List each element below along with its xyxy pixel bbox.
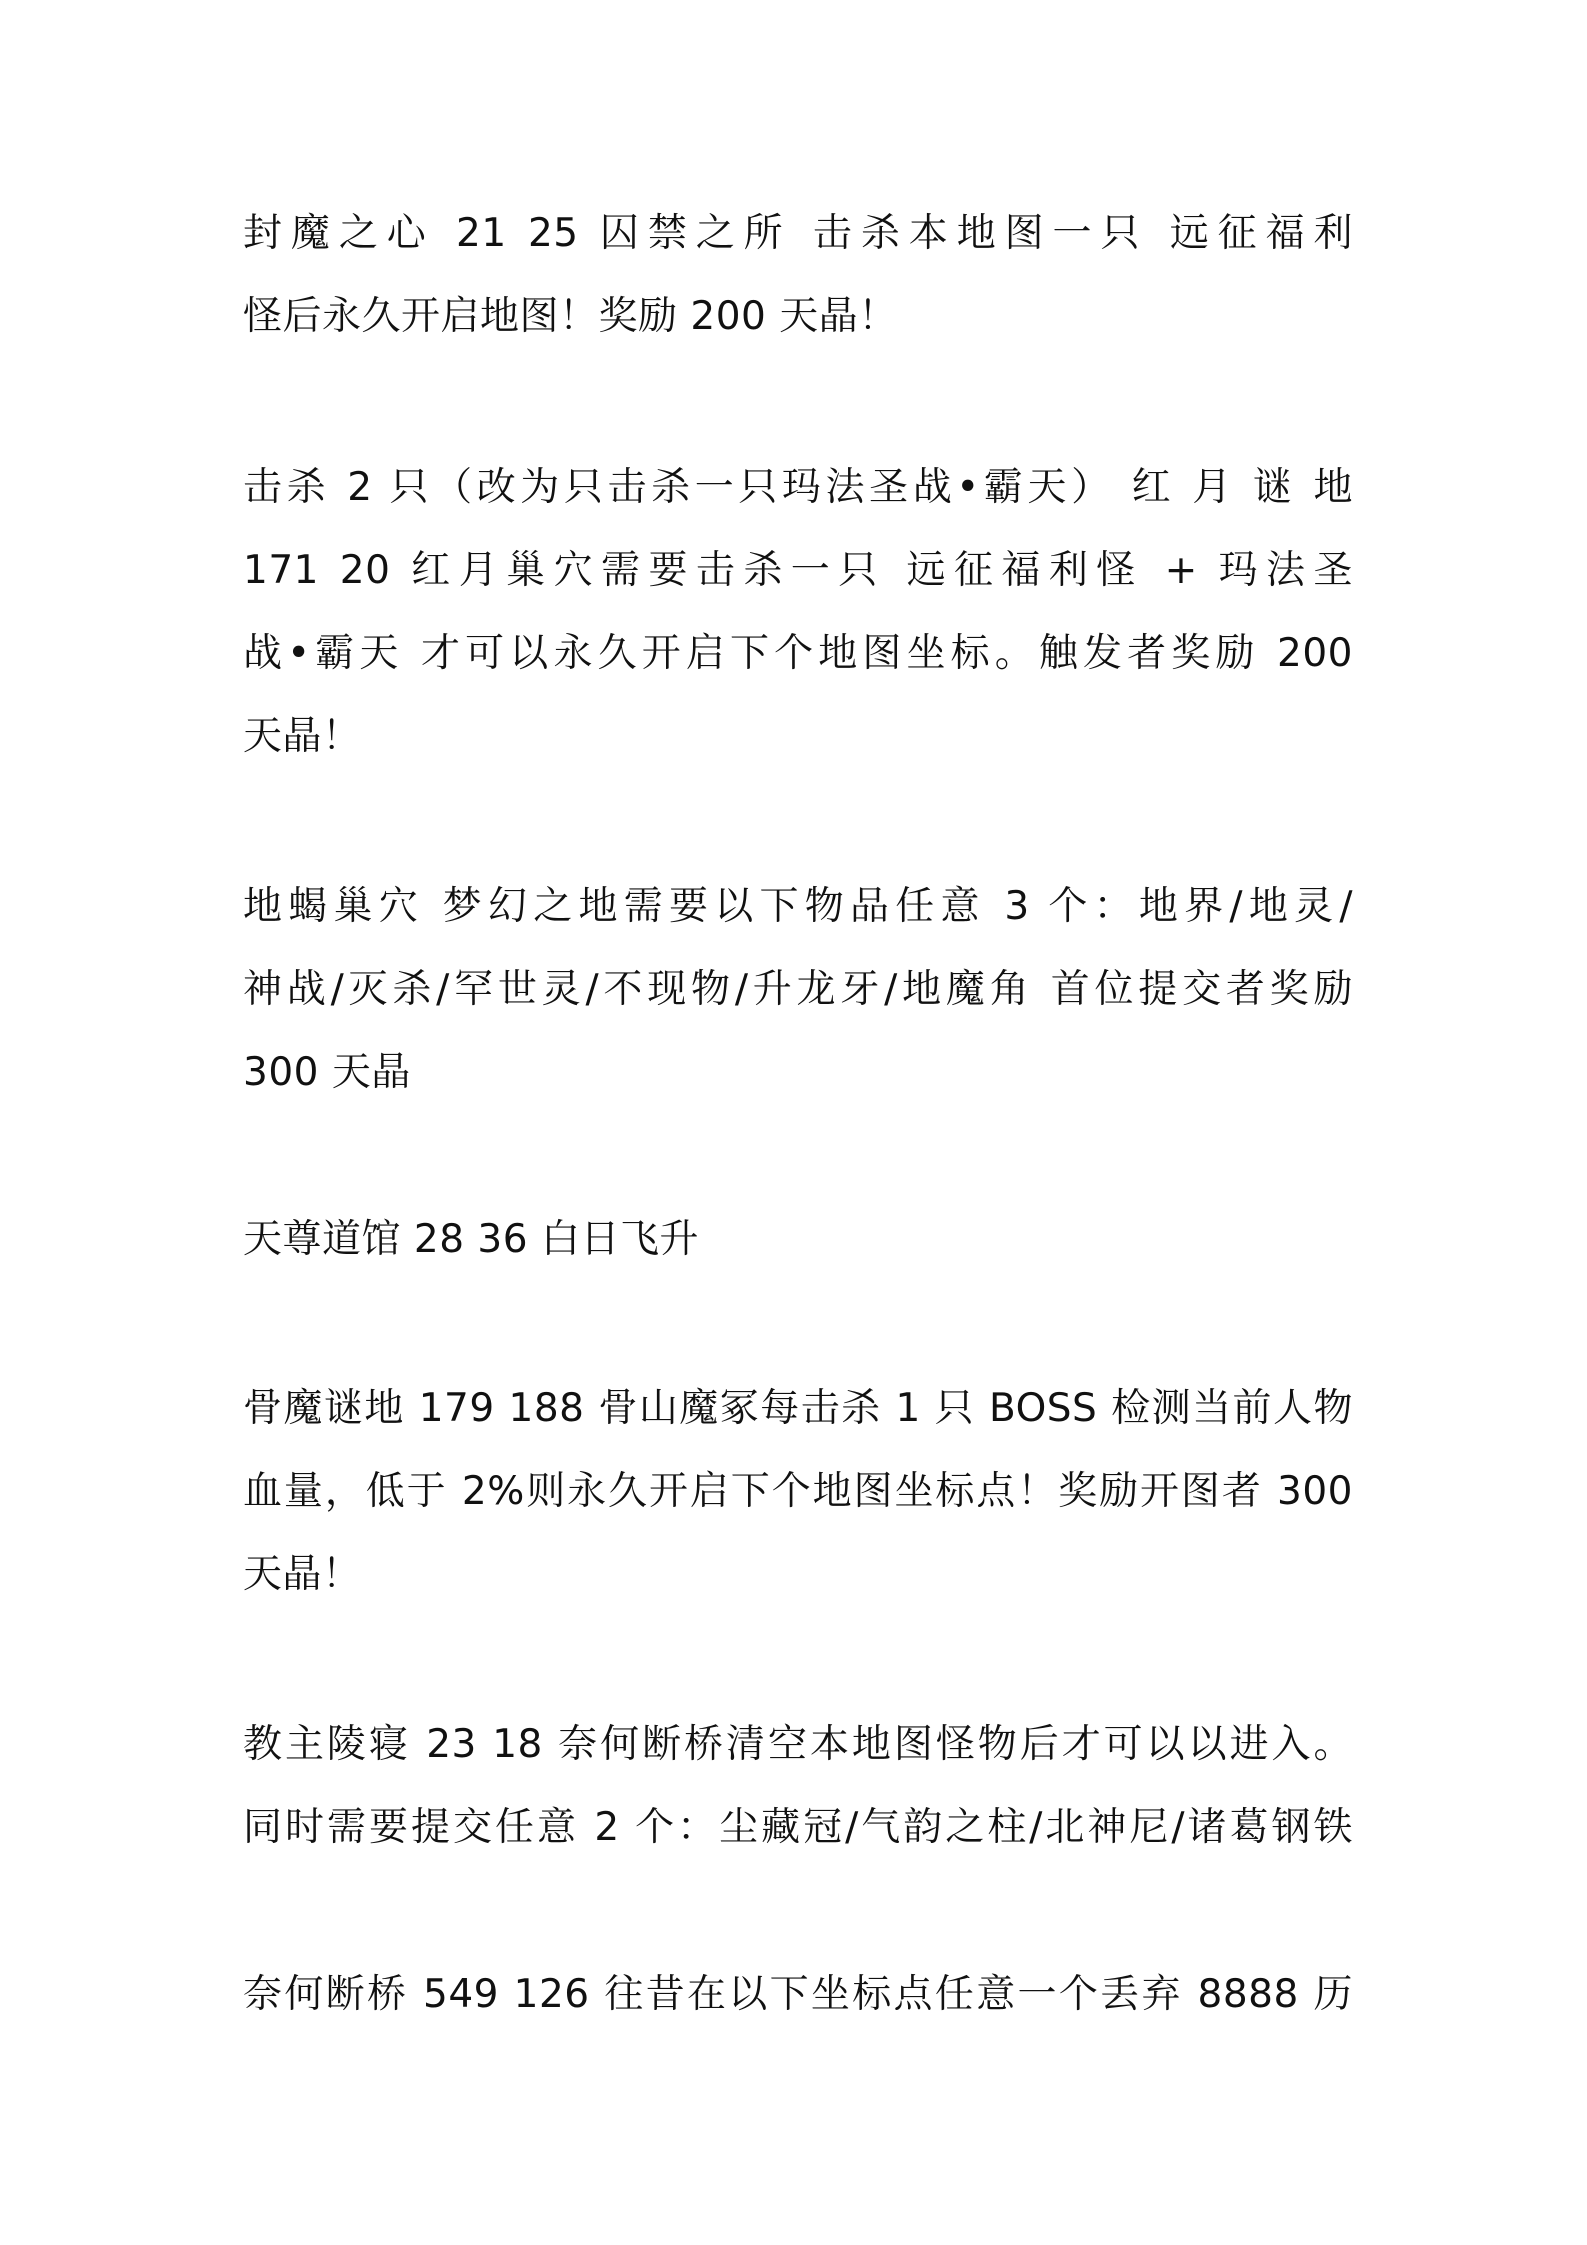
text-line: 封魔之心 21 25 囚禁之所 击杀本地图一只 远征福利 <box>243 211 1353 256</box>
text-line: 教主陵寝 23 18 奈何断桥清空本地图怪物后才可以以进入。 <box>243 1722 1353 1767</box>
text-line: 171 20 红月巢穴需要击杀一只 远征福利怪 + 玛法圣 <box>243 548 1353 593</box>
paragraph-gumo <box>243 1367 1353 1616</box>
text-line: 地蝎巢穴 梦幻之地需要以下物品任意 3 个：地界/地灵/ <box>243 884 1353 929</box>
paragraph-tianzun <box>243 1198 1353 1281</box>
text-line: 天尊道馆 28 36 白日飞升 <box>243 1217 699 1262</box>
text-line: 同时需要提交任意 2 个：尘藏冠/气韵之柱/北神尼/诸葛钢铁 <box>243 1805 1353 1850</box>
paragraph-hongyue <box>243 446 1353 778</box>
text-line: 奈何断桥 549 126 往昔在以下坐标点任意一个丢弃 8888 历 <box>243 1972 1353 2017</box>
paragraph-dixie <box>243 865 1353 1114</box>
text-line: 天晶！ <box>243 714 362 759</box>
text-line: 击杀 2 只（改为只击杀一只玛法圣战•霸天） 红 月 谜 地 <box>243 465 1353 510</box>
text-line: 神战/灭杀/罕世灵/不现物/升龙牙/地魔角 首位提交者奖励 <box>243 967 1353 1012</box>
text-line: 300 天晶 <box>243 1050 411 1095</box>
paragraph-naihe <box>243 1953 1353 2036</box>
text-line: 怪后永久开启地图！奖励 200 天晶！ <box>243 294 898 339</box>
text-line: 骨魔谜地 179 188 骨山魔冢每击杀 1 只 BOSS 检测当前人物 <box>243 1386 1353 1431</box>
text-line: 血量，低于 2%则永久开启下个地图坐标点！奖励开图者 300 <box>243 1469 1353 1514</box>
paragraph-fengmo <box>243 192 1353 358</box>
paragraph-jiaozhu <box>243 1703 1353 1869</box>
text-line: 天晶！ <box>243 1552 362 1597</box>
text-line: 战•霸天 才可以永久开启下个地图坐标。触发者奖励 200 <box>243 631 1353 676</box>
